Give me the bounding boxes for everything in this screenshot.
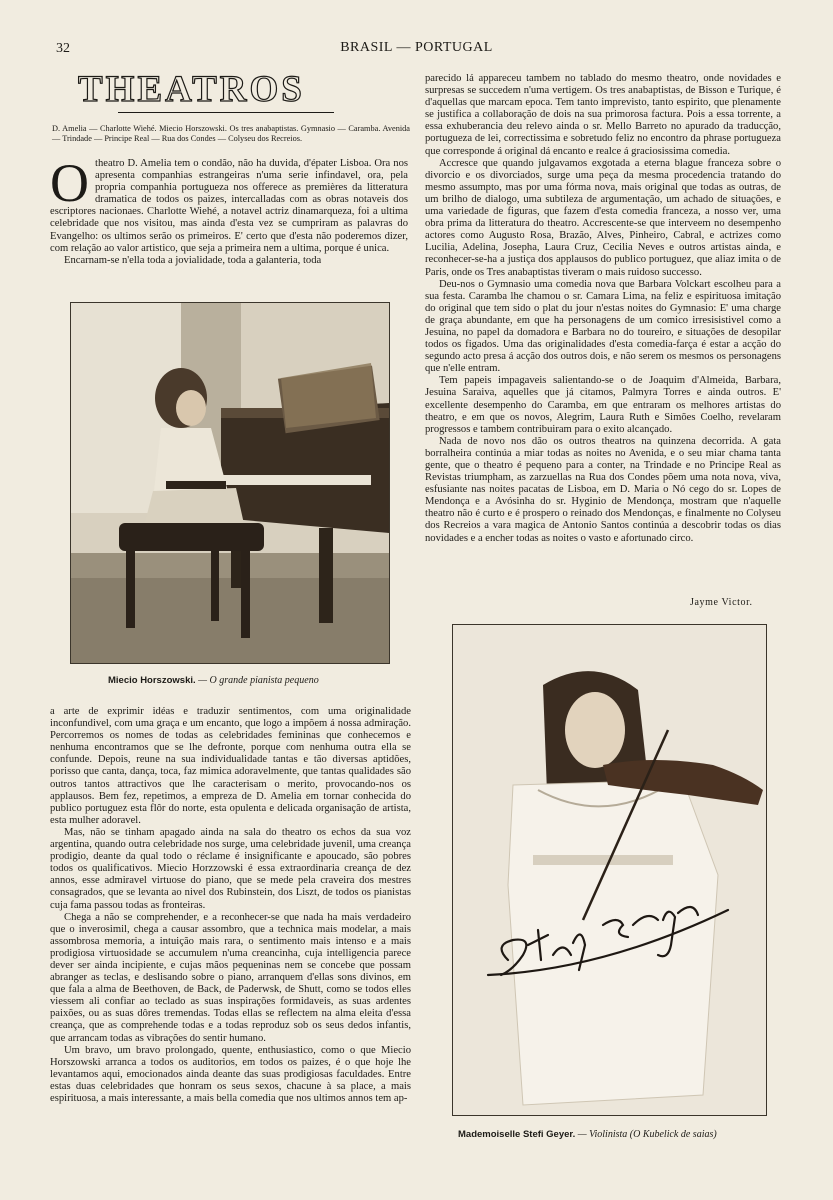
title-rule — [118, 112, 334, 113]
violinist-photo-illustration — [453, 625, 766, 1115]
caption-name: Miecio Horszowski. — [108, 675, 196, 686]
caption-violinist — [458, 1129, 717, 1140]
paragraph: Deu-nos o Gymnasio uma comedia nova que Barbara Volckart escolheu para a sua festa. Caramba lhe chamou o sr. Camara Lima, na feliz e espirituosa imitação do original que tem sido o plat du jour n'estas noites do Gymnasio: E' uma charge de graça abundante, em que ha personagens de um comico irresisistivel como a Jesuina, no papel da domadora e Barbara no do toureiro, e situações de desopilar todos os figados. Uma das originalidades d'esta comedia-farça é estar a acção do segundo acto presa á acção dos outros dois, e não serem os mesmos os personagens que n'elle entram. — [425, 278, 781, 375]
paragraph: Chega a não se comprehender, e a reconhecer-se que nada ha mais verdadeiro que o inverosimil, chega a causar assombro, que a technica mais modelar, a mais assombrosa memoria, a intuição mais rara, o sentimento mais intenso e a mais prodigiosa virtuosidade se accumulem n'uma creancinha, cuja intelligencia parece dever ser ainda incipiente, e cujas mãos pequeninas nem se concebe que possam abranger as teclas, e deslisando sobre o piano, arranquem d'ellas sons divinos, em que fala a alma de Beethoven, de Back, de Paderwsk, de Shutt, como se todos elles viessem ali confiar ao teclado as suas inspirações formidaveis, as suas ardentes paixões, ou as suas dôres tremendas. Todas ellas se reflectem na alma eleita d'essa creança, que as comprehende todas e a todas reproduz sob os seus dedos infantis, que arrancam todas as vibrações do sentir humano. — [50, 911, 411, 1044]
article-column-left-bottom — [50, 706, 411, 1105]
author-signature: Jayme Victor. — [690, 597, 753, 608]
paragraph: parecido lá appareceu tambem no tablado do mesmo theatro, onde novidades e surpresas se succedem n'uma vertigem. Os tres anabaptistas, de Bisson e Turique, é d'aquellas que marcam epoca. Tem tanto imprevisto, tanto espirito, que plenamente se justifica a collaboração de dois na sua primorosa factura. Pois a essa torrente, a essa exhuberancia deu relevo ainda o sr. Mello Barreto no apurado da traducção, portugueza de lei, correctissima e sobretudo feliz no encontro da phrase portugueza que corresponde á original dá encanto e realce á graciosissima comedia. — [425, 73, 781, 157]
section-summary: D. Amelia — Charlotte Wiehé. Miecio Horszowski. Os tres anabaptistas. Gymnasio — Caramba. Avenida — Trindade — Principe Real — Rua dos Condes — Colyseu dos Recreios. — [52, 124, 410, 143]
caption-description: — Violinista (O Kubelick de saias) — [577, 1129, 717, 1140]
running-head: BRASIL — PORTUGAL — [340, 40, 493, 55]
paragraph: Nada de novo nos dão os outros theatros na quinzena decorrida. A gata borralheira continúa a miar todas as noites no Avenida, e o seu miar chama tanta gente, que o theatro é pequeno para a conter, na Trindade e no Principe Real as Revistas triumpham, as zarzuellas na Rua dos Condes põem uma nota nova, viva, esfusiante nas noites pacatas de Lisboa, em D. Maria o Nó cego do sr. Lopes de Mendonça e a Avósinha do sr. Hyginio de Mendonça, mostram que n'aquelle theatro não é curto e é prospero o reinado dos Mendonças, e finalmente no Colyseu dos Recreios a vara magica de Antonio Santos continúa a descobrir todas os dias novidades e a encher todas as noites o vasto e afortunado circo. — [425, 435, 781, 544]
page-number: 32 — [56, 41, 70, 56]
photo-violinist — [452, 624, 767, 1116]
paragraph: Tem papeis impagaveis salientando-se o de Joaquim d'Almeida, Barbara, Jesuina Saraiva, aquelles que já citamos, Palmyra Torres e ainda outros. E' excellente desempenho do Caramba, em que entraram os melhores artistas do theatro, e em que os novos, Alegrim, Laura Ruth e Simões Coelho, revelaram progressos e tambem contribuiram para o exito alcançado. — [425, 375, 781, 435]
paragraph: Mas, não se tinham apagado ainda na sala do theatro os echos da sua voz argentina, quando outra celebridade nos surge, uma celebridade juvenil, uma creança prodigio, deante da qual todo o réclame é insignificante e apoucado, são pobres todos os qualificativos. Miecio Horzzowski é essa extraordinaria creança de dez annos, esse admiravel virtuose do piano, que se mede pela craveira dos mestres consagrados, que se levanta ao nivel dos Rubinstein, dos Liszt, de todos os pianistas cuja fama passou todas as fronteiras. — [50, 826, 411, 911]
section-title: THEATROS — [78, 69, 305, 110]
caption-pianist — [108, 675, 319, 686]
paragraph: Accresce que quando julgavamos exgotada a eterna blague franceza sobre o divorcio e os divorciados, surge uma peça da mesma procedencia tratando do mesmo assumpto, mas por uma fórma nova, mais original que todas as outras, de um brilho de dialogo, uma subtileza de argumentação, um achado de situações, e uma variedade de figuras, que fazem d'esta comedia franceza, a nosso ver, uma obra prima da litteratura do theatro. Accrescente-se que interveem no desempenho actores como Augusto Rosa, Brazão, Alves, Pinheiro, Cabral, e actrizes como Lucilia, Adelina, Josepha, Laura Cruz, Cecilia Neves e outros artistas ainda, e reconhecer-se-ha a justiça dos applausos do publico portuguez, que aliaz imita o de Paris, onde os Tres anabaptistas tiveram o mais ruidoso successo. — [425, 157, 781, 278]
caption-name: Mademoiselle Stefi Geyer. — [458, 1129, 576, 1140]
drop-cap: O — [50, 153, 89, 213]
article-column-right — [425, 73, 781, 545]
pianist-photo-illustration — [71, 303, 389, 663]
paragraph: theatro D. Amelia tem o condão, não ha duvida, d'épater Lisboa. Ora nos apresenta companhias estrangeiras n'uma serie infindavel, ora, pela propria companhia portugueza nos offerece as premières da litteratura dramatica de todos os paizes, intercalladas com as obras notaveis dos escriptores nacionaes. Charlotte Wiehé, a notavel actriz dinamarqueza, foi a ultima celebridade que nos visitou, mas ainda d'esta vez se cumpriram as palavras do Evangelho: os ultimos serão os primeiros. E' certo que d'esta não poderemos dizer, com relação ao valor artistico, que seja a primeira nem a ultima, porque é unica. — [50, 158, 408, 254]
article-column-left-top — [50, 153, 408, 267]
caption-description: — O grande pianista pequeno — [198, 675, 319, 686]
paragraph: Um bravo, um bravo prolongado, quente, enthusiastico, como o que Miecio Horszowski arranca a todos os auditorios, em todos os paizes, é o que hoje lhe levantamos aqui, emocionados ainda deante das suas prodigiosas faculdades. Entre estas duas celebridades que honram os seus sexos, chacune à sa place, a mais espirituosa, a mais interessante, a mais bella comedia que nos ultimos annos tem ap- — [50, 1044, 411, 1104]
paragraph: a arte de exprimir idéas e traduzir sentimentos, com uma originalidade inconfundivel, com uma graça e um encanto, que logo a impõem á nossa admiração. Percorremos os nomes de todas as celebridades femininas que conhecemos e nenhuma encontramos que se lhe defronte, porque com nenhuma outra ella se confunde. Depois, reune na sua individualidade tantas e tão diversas aptidões, porisso que canta, dança, toca, faz mimica adoravelmente, que tantas qualidades são outros tantos attractivos que lhe caracterisam o merito, provocando-nos os applausos. Bem fez, repetimos, a empreza de D. Amelia em tornar conhecida do publico portuguez esta flôr do norte, esta opulenta e delicada organisação de artista, esta mulher adoravel. — [50, 706, 411, 826]
photo-pianist — [70, 302, 390, 664]
paragraph: Encarnam-se n'ella toda a jovialidade, toda a galanteria, toda — [64, 254, 322, 266]
